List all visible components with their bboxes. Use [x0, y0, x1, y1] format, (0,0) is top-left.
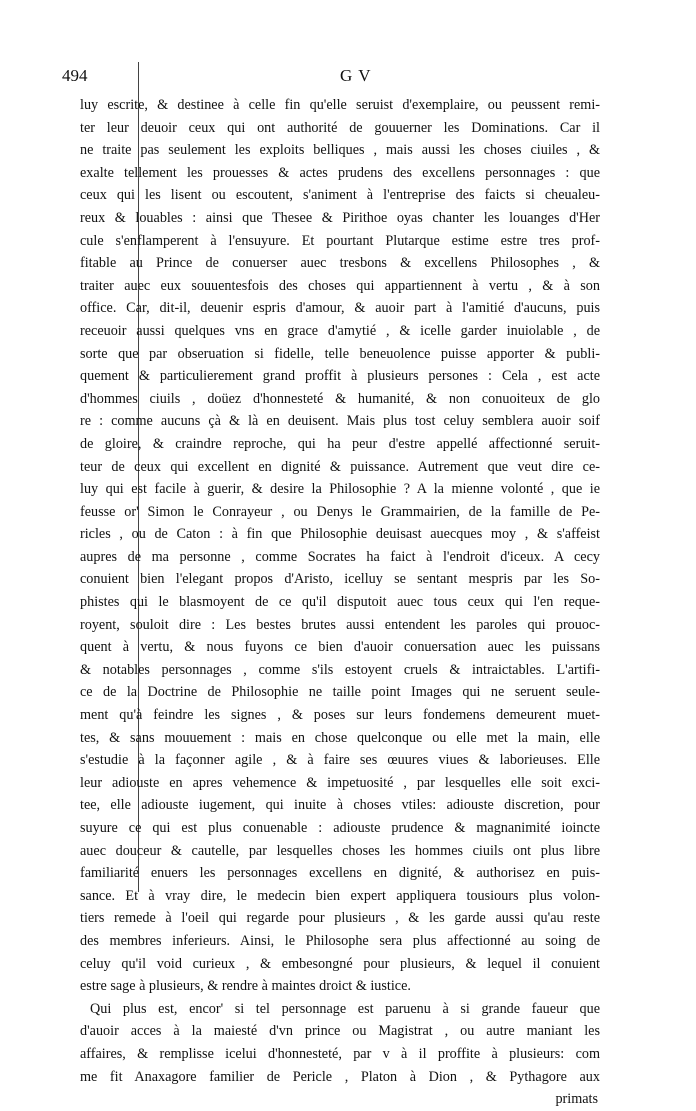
text-line: sorte que par obseruation si fidelle, telle beneuolence puisse apporter & publi- — [80, 345, 600, 362]
page-number: 494 — [62, 66, 88, 85]
text-line: ceux qui les lisent ou escoutent, s'animent à l'entreprise des faicts si cheualeu- — [80, 187, 600, 204]
catchword: primats — [555, 1091, 598, 1108]
text-line: receuoir aussi quelques vns en grace d'amytié , & icelle garder inuiolable , de — [80, 322, 600, 339]
text-line: auec douceur & cautelle, par lesquelles choses les hommes ciuils ont plus libre — [80, 842, 600, 859]
text-line: luy qui est facile à guerir, & desire la Philosophie ? A la mienne volonté , que ie — [80, 481, 600, 498]
text-line: fitable au Prince de conuerser auec tresbons & excellens Philosophes , & — [80, 255, 600, 272]
text-line: ter leur deuoir ceux qui ont authorité de gouuerner les Dominations. Car il — [80, 119, 600, 136]
text-line: re : comme aucuns çà & là en deuisent. Mais plus tost celuy semblera auoir soif — [80, 413, 600, 430]
running-head: G V — [340, 66, 372, 85]
text-line: teur de ceux qui excellent en dignité & puissance. Autrement que veut dire ce- — [80, 458, 600, 475]
text-line: me fit Anaxagore familier de Pericle , Platon à Dion , & Pythagore aux — [80, 1068, 600, 1085]
text-line: office. Car, dit-il, deuenir espris d'amour, & auoir part à l'amitié d'aucuns, puis — [80, 300, 600, 317]
text-line: affaires, & remplisse icelui d'honnesteté, par v à il proffite à plusieurs: com — [80, 1045, 600, 1062]
text-line: tes, & sans mouuement : mais en chose quelconque ou elle met la main, elle — [80, 729, 600, 746]
text-line: reux & louables : ainsi que Thesee & Pirithoe oyas chanter les louanges d'Her — [80, 209, 600, 226]
text-line: aupres de ma personne , comme Socrates ha faict à l'endroit d'iceux. A cecy — [80, 548, 600, 565]
text-line: suyure ce qui est plus conuenable : adiouste prudence & magnanimité ioincte — [80, 820, 600, 836]
text-line: tiers remede à l'oeil qui regarde pour plusieurs , & les garde aussi qu'au reste — [80, 910, 600, 927]
text-line: traiter auec eux souuentesfois des choses qui appartiennent à vertu , & à son — [80, 277, 600, 294]
text-line: familiarité enuers les personnages excellens en dignité, & authorisez en puis- — [80, 865, 600, 882]
text-line: leur adiouste en apres vehemence & impetuosité , par lesquelles elle soit exci- — [80, 774, 600, 791]
text-line: & notables personnages , comme s'ils estoyent cruels & intraictables. L'artifi- — [80, 661, 600, 678]
body-text — [80, 94, 600, 1111]
text-line: conuient bien l'elegant propos d'Aristo, icelluy se sentant mespris par les So- — [80, 571, 600, 588]
page-header — [62, 66, 642, 90]
text-line: celuy qu'il void curieux , & embesongné pour plusieurs, & lequel il conuient — [80, 955, 600, 972]
text-line: ce de la Doctrine de Philosophie ne taille point Images qui ne seruent seule- — [80, 684, 600, 701]
text-line: cule s'enflamperent à l'ensuyure. Et pourtant Plutarque estime estre tres prof- — [80, 232, 600, 249]
text-line: royent, souloit dire : Les bestes brutes aussi entendent les paroles qui prouoc- — [80, 616, 600, 633]
text-line: d'auoir acces à la maiesté d'vn prince ou Magistrat , ou autre maniant les — [80, 1023, 600, 1040]
text-line: ricles , ou de Caton : à fin que Philosophie deuisast auecques moy , & s'affeist — [80, 526, 600, 543]
text-line: quement & particulierement grand proffit à plusieurs persones : Cela , est acte — [80, 368, 600, 385]
text-line: exalte tellement les prouesses & actes prudens des excellens personnages : que — [80, 164, 600, 181]
text-line: luy escrite, & destinee à celle fin qu'elle seruist d'exemplaire, ou peussent remi- — [80, 97, 600, 113]
text-line: ment qu'à feindre les signes , & poses sur leurs fondemens demeurent muet- — [80, 707, 600, 724]
text-line: ne traite pas seulement les exploits belliques , mais aussi les choses ciuiles , & — [80, 142, 600, 159]
text-line: estre sage à plusieurs, & rendre à maintes droict & iustice. — [80, 978, 411, 995]
text-line: feusse or' Simon le Conrayeur , ou Denys le Grammairien, de la famille de Pe- — [80, 503, 600, 520]
text-line: de gloire, & craindre reproche, qui ha peur d'estre appellé affectionné seruit- — [80, 435, 600, 452]
text-line: s'estudie à la façonner agile , & à faire ses œuures viues & laborieuses. Elle — [80, 752, 600, 769]
text-line: phistes qui le blasmoyent de ce qu'il disputoit auec tous ceux qui l'en reque- — [80, 594, 600, 611]
text-line: tee, elle adiouste iugement, qui inuite à choses vtiles: adiouste discretion, pour — [80, 797, 600, 814]
text-line: sance. Et à vray dire, le medecin bien expert appliquera tousiours plus volon- — [80, 887, 600, 904]
text-line: quent à vertu, & nous fuyons ce bien d'auoir conuersation auec les puissans — [80, 639, 600, 656]
text-line: Qui plus est, encor' si tel personnage est paruenu à si grande faueur que — [90, 1000, 600, 1017]
text-line: d'hommes ciuils , doüez d'honnesteté & humanité, & non conuoiteux de glo — [80, 390, 600, 407]
text-line: des membres inferieurs. Ainsi, le Philosophe sera plus affectionné au soing de — [80, 932, 600, 949]
